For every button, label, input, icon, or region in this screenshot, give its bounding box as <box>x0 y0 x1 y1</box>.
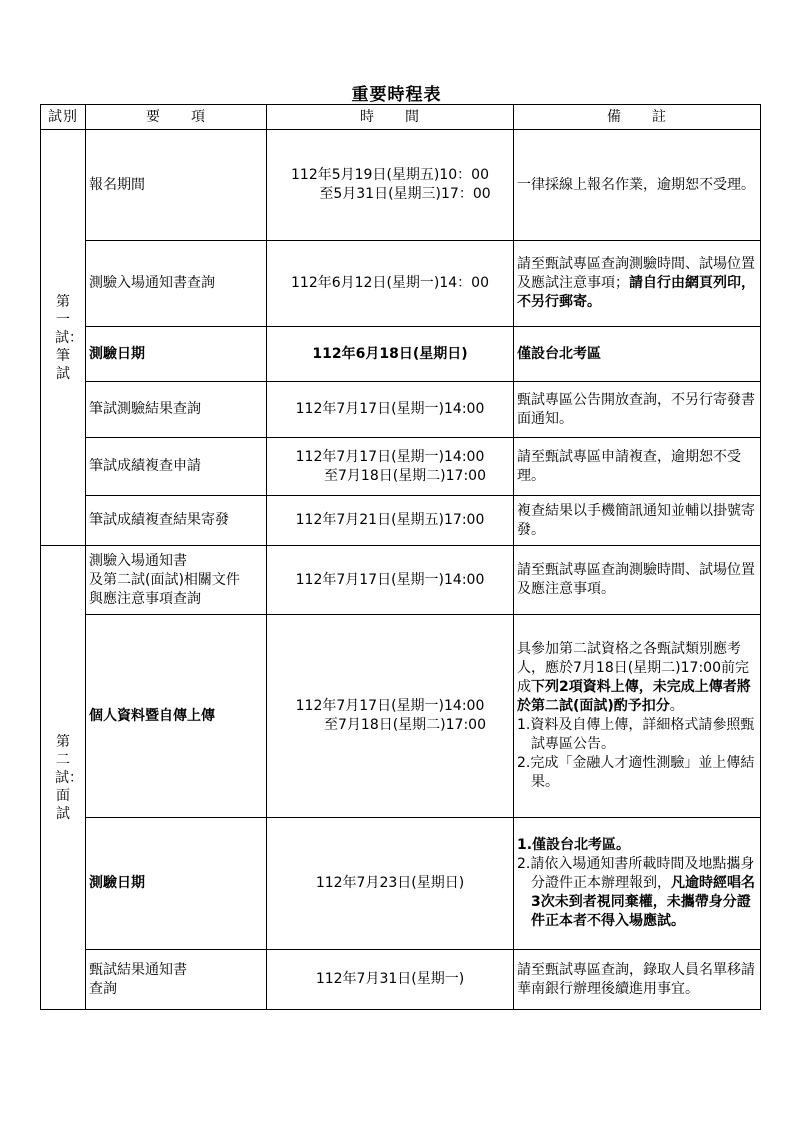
requirement-list <box>517 836 757 931</box>
item-cell: 筆試測驗結果查詢 <box>86 382 267 438</box>
time-cell: 112年7月31日(星期一) <box>267 950 514 1010</box>
time-cell: 112年7月17日(星期一)14:00 至7月18日(星期二)17:00 <box>267 615 514 818</box>
item-cell: 測驗入場通知書 及第二試(面試)相關文件 與應注意事項查詢 <box>86 546 267 615</box>
note-cell: 僅設台北考區 <box>514 327 761 382</box>
note-cell: 一律採線上報名作業，逾期恕不受理。 <box>514 130 761 241</box>
header-time: 時 間 <box>267 105 514 130</box>
time-cell: 112年7月17日(星期一)14:00 至7月18日(星期二)17:00 <box>267 438 514 496</box>
note-cell: 複查結果以手機簡訊通知並輔以掛號寄發。 <box>514 496 761 546</box>
time-cell: 112年7月17日(星期一)14:00 <box>267 382 514 438</box>
table-row <box>41 382 761 438</box>
item-cell: 筆試成績複查申請 <box>86 438 267 496</box>
note-cell <box>514 818 761 950</box>
table-row <box>41 546 761 615</box>
table-row <box>41 241 761 327</box>
time-cell: 112年7月21日(星期五)17:00 <box>267 496 514 546</box>
header-item: 要 項 <box>86 105 267 130</box>
header-note: 備 註 <box>514 105 761 130</box>
section-written-exam: 第一試：筆試 <box>41 130 86 546</box>
section-interview: 第二試：面試 <box>41 546 86 1010</box>
list-item: 2.請依入場通知書所載時間及地點攜身分證件正本辦理報到，凡逾時經唱名3次未到者視同棄權，未攜帶身分證件正本者不得入場應試。 <box>517 856 755 929</box>
schedule-table <box>40 104 761 1010</box>
list-item: 1.資料及自傳上傳，詳細格式請參照甄試專區公告。 <box>517 717 755 752</box>
note-cell: 請至甄試專區查詢，錄取人員名單移請華南銀行辦理後續進用事宜。 <box>514 950 761 1010</box>
table-row <box>41 818 761 950</box>
table-row <box>41 438 761 496</box>
item-cell: 測驗日期 <box>86 818 267 950</box>
item-cell: 甄試結果通知書 查詢 <box>86 950 267 1010</box>
table-row <box>41 950 761 1010</box>
table-row <box>41 615 761 818</box>
note-cell: 請至甄試專區申請複查，逾期恕不受理。 <box>514 438 761 496</box>
time-cell: 112年7月23日(星期日) <box>267 818 514 950</box>
header-row <box>41 105 761 130</box>
note-cell: 甄試專區公告開放查詢，不另行寄發書面通知。 <box>514 382 761 438</box>
note-cell: 請至甄試專區查詢測驗時間、試場位置及應試注意事項；請自行由網頁列印，不另行郵寄。 <box>514 241 761 327</box>
item-cell: 測驗日期 <box>86 327 267 382</box>
table-row <box>41 327 761 382</box>
item-cell: 測驗入場通知書查詢 <box>86 241 267 327</box>
document-title: 重要時程表 <box>351 85 442 105</box>
list-item: 1.僅設台北考區。 <box>517 837 631 853</box>
list-item: 2.完成「金融人才適性測驗」並上傳結果。 <box>517 755 755 790</box>
requirement-list <box>517 716 757 792</box>
table-row <box>41 496 761 546</box>
item-cell: 個人資料暨自傳上傳 <box>86 615 267 818</box>
time-cell: 112年5月19日(星期五)10：00 至5月31日(星期三)17：00 <box>267 130 514 241</box>
time-cell: 112年6月18日(星期日) <box>267 327 514 382</box>
table-row <box>41 130 761 241</box>
note-cell: 請至甄試專區查詢測驗時間、試場位置及應注意事項。 <box>514 546 761 615</box>
item-cell: 筆試成績複查結果寄發 <box>86 496 267 546</box>
time-cell: 112年6月12日(星期一)14：00 <box>267 241 514 327</box>
item-cell: 報名期間 <box>86 130 267 241</box>
header-exam: 試別 <box>41 105 86 130</box>
note-cell: 具參加第二試資格之各甄試類別應考人，應於7月18日(星期二)17:00前完成下列2項資料上傳，未完成上傳者將於第二試(面試)酌予扣分。 1.資料及自傳上傳，詳細格式請參照甄試專區公告。 2.完成「金融人才適性測驗」並上傳結果。 <box>514 615 761 818</box>
time-cell: 112年7月17日(星期一)14:00 <box>267 546 514 615</box>
